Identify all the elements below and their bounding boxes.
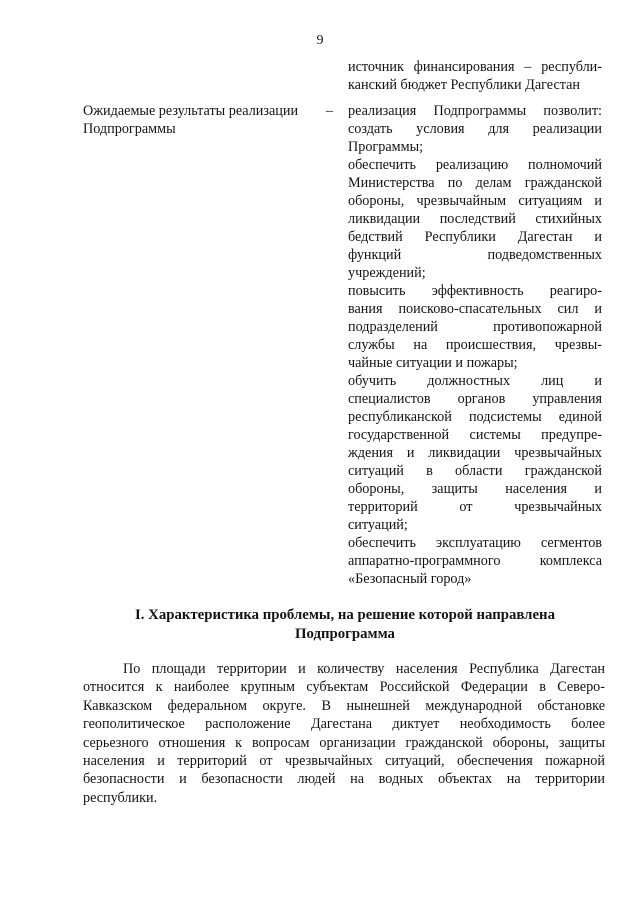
expected-results-line: бедствий Республики Дагестан и [348,229,602,245]
expected-results-line: повысить эффективность реагиро- [348,283,602,299]
paragraph-line: безопасности и безопасности людей на водных объектах на территории [83,771,605,788]
expected-results-line: чайные ситуации и пожары; [348,355,518,371]
expected-results-line: ждения и ликвидации чрезвычайных [348,445,602,461]
expected-results-label-line2: Подпрограммы [83,121,176,137]
expected-results-line: обеспечить реализацию полномочий [348,157,602,173]
expected-results-line: ситуаций; [348,517,408,533]
expected-results-line: вания поисково-спасательных сил и [348,301,602,317]
expected-results-line: Министерства по делам гражданской [348,175,602,191]
expected-results-line: ситуаций в области гражданской [348,463,602,479]
expected-results-line: создать условия для реализации [348,121,602,137]
expected-results-text [348,102,602,588]
expected-results-label-line1: Ожидаемые результаты реализации [83,103,299,119]
expected-results-line: территорий от чрезвычайных [348,499,602,515]
funding-source-text [348,58,602,94]
expected-results-line: подразделений противопожарной [348,319,602,335]
paragraph-line: относится к наиболее крупным субъектам Российской Федерации в Северо- [83,679,605,696]
paragraph-line: серьезного отношения к вопросам организации гражданской обороны, защиты [83,734,605,751]
funding-line: канский бюджет Республики Дагестан [348,77,581,93]
funding-line: источник финансирования – республи- [348,59,602,75]
page-number: 9 [316,33,324,48]
paragraph-line: геополитическое расположение Дагестана диктует необходимость более [83,716,605,733]
expected-results-line: службы на происшествия, чрезвы- [348,337,602,353]
expected-results-line: аппаратно-программного комплекса [348,553,602,569]
expected-results-line: обороны, чрезвычайным ситуациям и [348,193,602,209]
expected-results-dash: – [325,103,333,119]
section-heading [80,606,610,644]
expected-results-line: учреждений; [348,265,426,281]
expected-results-line: республиканской подсистемы единой [348,409,602,425]
expected-results-line: ликвидации последствий стихийных [348,211,602,227]
paragraph-line: Кавказском федеральном округе. В нынешней международной обстановке [83,697,605,714]
expected-results-line: обучить должностных лиц и [348,373,602,389]
intro-paragraph [83,660,605,807]
expected-results-line: обороны, защиты населения и [348,481,602,497]
expected-results-line: специалистов органов управления [348,391,602,407]
expected-results-line: реализация Подпрограммы позволит: [348,103,602,119]
expected-results-line: государственной системы предупре- [348,427,602,443]
paragraph-line: населения и территорий от чрезвычайных ситуаций, обеспечения пожарной [83,753,605,770]
paragraph-line: республики. [83,789,158,806]
section-heading-line2: Подпрограмма [295,626,395,642]
expected-results-line: функций подведомственных [348,247,602,263]
expected-results-line: Программы; [348,139,424,155]
paragraph-line: По площади территории и количеству населения Республика Дагестан [123,661,605,677]
expected-results-line: «Безопасный город» [348,571,472,587]
expected-results-label [83,102,333,138]
section-heading-line1: I. Характеристика проблемы, на решение которой направлена [135,607,555,623]
expected-results-line: обеспечить эксплуатацию сегментов [348,535,602,551]
